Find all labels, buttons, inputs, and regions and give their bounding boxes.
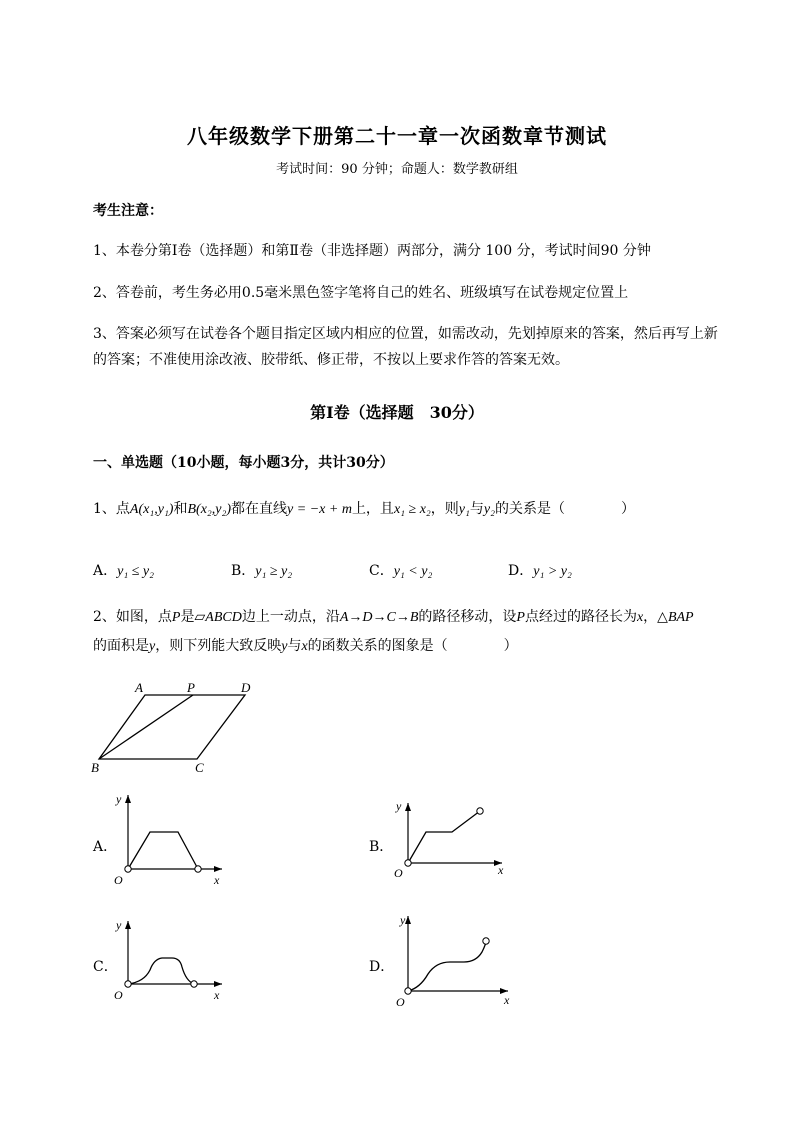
x-axis-arrow — [214, 981, 222, 987]
parallelogram-abcd — [99, 695, 245, 759]
q1-y2: y₂ — [483, 502, 495, 517]
q1-option-d[interactable] — [508, 560, 572, 580]
q1-option-a-label: A． — [93, 563, 118, 579]
q2-var-y-2: y — [281, 639, 288, 654]
y-axis-arrow — [125, 921, 131, 929]
q2-text-a: 2、如图，点 — [93, 609, 172, 625]
y-label: y — [396, 799, 402, 813]
section-title: 第Ⅰ卷（选择题 30分） — [310, 403, 484, 422]
origin-label: O — [114, 873, 123, 887]
notice-item-3-cont: 的答案；不准使用涂改液、胶带纸、修正带，不按以上要求作答的答案无效。 — [93, 352, 569, 368]
q1-text-6: ） — [620, 501, 635, 517]
q2-graph-d[interactable] — [390, 910, 525, 1010]
q2-graph-a[interactable] — [110, 785, 240, 890]
label-d: D — [241, 680, 251, 695]
question-1 — [93, 495, 753, 524]
q2-text-k: ） — [503, 638, 518, 654]
q2-option-a-label[interactable]: A． — [93, 839, 118, 855]
q2-text-j: 的函数关系的图象是（ — [307, 638, 448, 654]
x-label: x — [214, 873, 220, 887]
y-label: y — [116, 918, 122, 932]
y-label: y — [400, 913, 406, 927]
q1-line-equation: y = −x + m — [287, 502, 352, 517]
q1-option-a-expr: y₁ ≤ y₂ — [117, 564, 154, 579]
notice-item-3: 3、答案必须写在试卷各个题目指定区域内相应的位置，如需改动，先划掉原来的答案，然后再写上新 — [93, 326, 718, 342]
q2-graph-c[interactable] — [110, 915, 240, 1005]
q1-option-c-expr: y₁ < y₂ — [393, 564, 433, 579]
q2-text-g: 的面积是 — [93, 638, 149, 654]
label-p: P — [187, 680, 195, 695]
x-label: x — [498, 863, 504, 877]
q1-point-b: B — [187, 502, 197, 517]
q1-option-c[interactable] — [369, 560, 432, 580]
x-label: x — [504, 993, 510, 1007]
q2-text-i: 与 — [287, 638, 302, 654]
end-point — [483, 938, 489, 944]
q2-option-d-label[interactable]: D． — [369, 959, 395, 975]
q2-text-f: ，△ — [643, 609, 668, 625]
q2-point-p-2: P — [516, 610, 525, 625]
end-point — [191, 981, 197, 987]
q2-text-b: 是▱ — [180, 609, 206, 625]
origin-label: O — [396, 995, 405, 1009]
q2-text-c: 边上一动点，沿 — [241, 609, 340, 625]
q1-condition: x₁ ≥ x₂ — [393, 502, 431, 517]
q1-text-3: ，则 — [430, 501, 459, 517]
q1-option-c-label: C． — [369, 563, 394, 579]
q1-option-b-label: B． — [231, 563, 256, 579]
label-c: C — [195, 760, 204, 775]
end-point — [195, 866, 201, 872]
q2-var-y: y — [149, 639, 156, 654]
segment-bp — [99, 695, 193, 759]
notice-heading: 考生注意： — [93, 203, 163, 219]
q2-point-p: P — [171, 610, 181, 625]
q2-graph-b[interactable] — [390, 795, 520, 885]
graph-d-curve — [408, 941, 486, 991]
page-title: 八年级数学下册第二十一章一次函数章节测试 — [187, 124, 607, 148]
notice-item-2: 2、答卷前，考生务必用0.5毫米黑色签字笔将自己的姓名、班级填写在试卷规定位置上 — [93, 285, 629, 301]
q1-text-5: 的关系是（ — [494, 501, 565, 517]
question-2 — [93, 603, 753, 661]
q1-option-d-expr: y₁ > y₂ — [533, 564, 572, 579]
q1-y1: y₁ — [458, 502, 470, 517]
y-label: y — [116, 792, 122, 806]
q1-point-a-coord: (x₁,y₁) — [138, 502, 174, 517]
graph-b-curve — [408, 811, 480, 863]
q1-text-1: 都在直线 — [231, 501, 288, 517]
q1-point-b-coord: (x₂,y₂) — [196, 502, 232, 517]
x-axis-arrow — [214, 866, 222, 872]
q1-and: 和 — [173, 501, 188, 517]
label-a: A — [135, 680, 143, 695]
origin-label: O — [394, 866, 403, 880]
q2-path: A→D→C→B — [339, 610, 419, 625]
start-point — [125, 981, 131, 987]
y-axis-arrow — [125, 795, 131, 803]
q1-option-b-expr: y₁ ≥ y₂ — [255, 564, 293, 579]
part-heading: 一、单选题（10小题，每小题3分，共计30分） — [93, 455, 394, 471]
start-point — [405, 988, 411, 994]
q1-text-4: 与 — [469, 501, 484, 517]
start-point — [405, 860, 411, 866]
q1-text-2: 上，且 — [351, 501, 394, 517]
q2-option-c-label[interactable]: C． — [93, 959, 118, 975]
q2-text-h: ，则下列能大致反映 — [155, 638, 282, 654]
q1-option-b[interactable] — [231, 560, 292, 580]
q2-var-x: x — [636, 610, 644, 625]
x-label: x — [214, 988, 220, 1002]
q2-abcd: ABCD — [205, 610, 242, 625]
q2-text-e: 点经过的路径长为 — [524, 609, 637, 625]
q2-triangle-bap: BAP — [667, 610, 694, 625]
q1-number: 1、点 — [93, 501, 130, 517]
parallelogram-figure — [85, 675, 265, 775]
start-point — [125, 866, 131, 872]
graph-a-curve — [128, 832, 198, 869]
label-b: B — [91, 760, 99, 775]
y-axis-arrow — [405, 916, 411, 924]
notice-item-1: 1、本卷分第Ⅰ卷（选择题）和第Ⅱ卷（非选择题）两部分，满分 100 分，考试时间90 分钟 — [93, 243, 651, 259]
q1-point-a: A — [129, 502, 139, 517]
origin-label: O — [114, 988, 123, 1002]
y-axis-arrow — [405, 803, 411, 811]
q2-var-x-2: x — [301, 639, 308, 654]
q1-option-a[interactable] — [93, 560, 154, 580]
q2-text-d: 的路径移动，设 — [418, 609, 517, 625]
end-point — [477, 808, 483, 814]
q1-option-d-label: D． — [508, 563, 534, 579]
exam-info: 考试时间：90 分钟；命题人：数学教研组 — [276, 162, 518, 177]
q2-option-b-label[interactable]: B． — [369, 839, 394, 855]
graph-c-curve — [128, 958, 194, 984]
